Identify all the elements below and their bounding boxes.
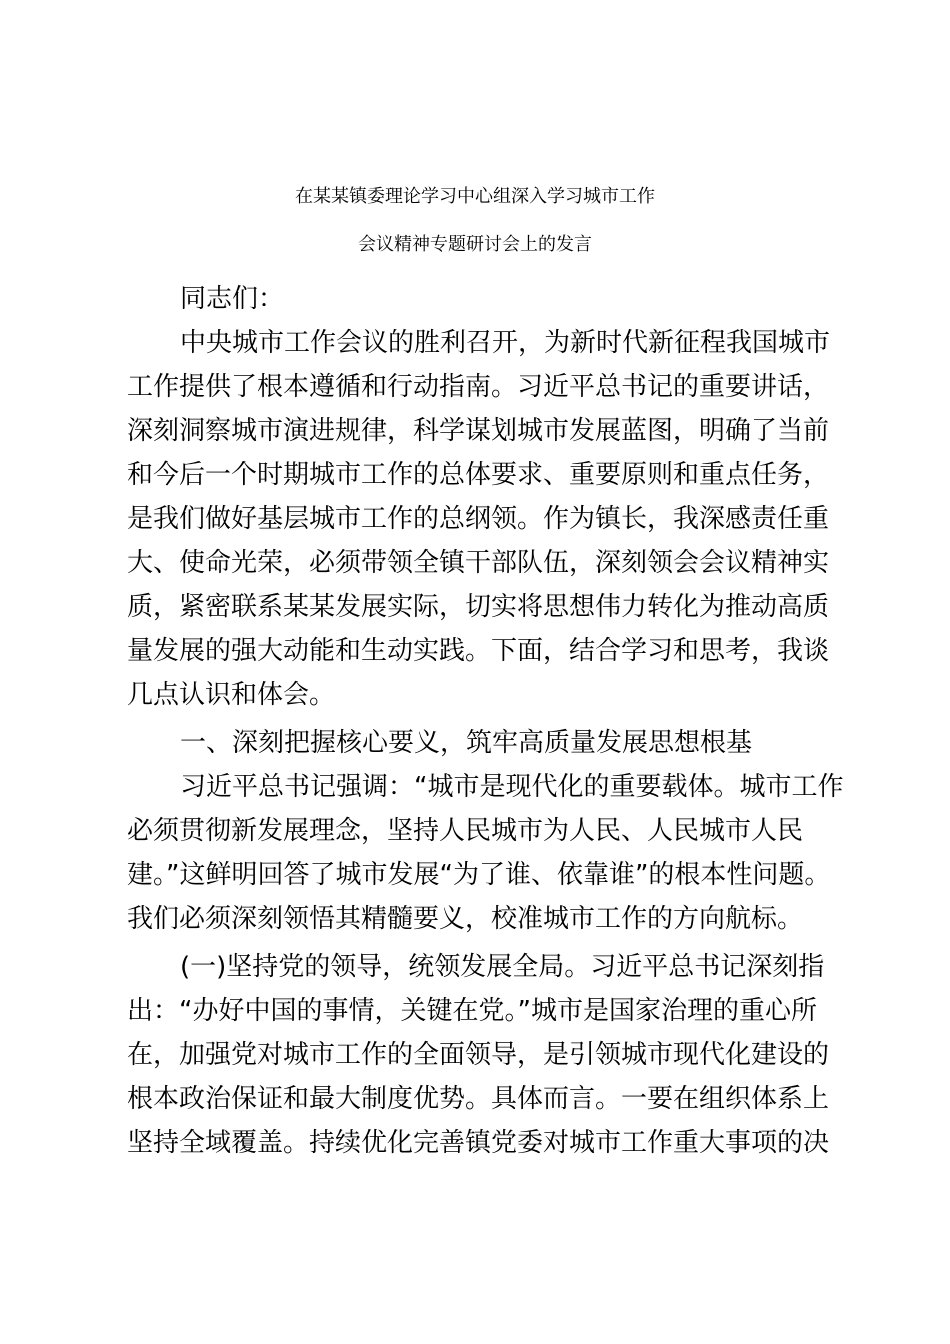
document-title-line-1: 在某某镇委理论学习中心组深入学习城市工作 bbox=[295, 186, 655, 207]
paragraph-line: 大、使命光荣，必须带领全镇干部队伍，深刻领会会议精神实 bbox=[127, 548, 830, 578]
paragraph-line: (一)坚持党的领导，统领发展全局。习近平总书记深刻指 bbox=[180, 952, 825, 982]
paragraph-line: 深刻洞察城市演进规律，科学谋划城市发展蓝图，明确了当前 bbox=[127, 416, 830, 446]
paragraph-line: 是我们做好基层城市工作的总纲领。作为镇长，我深感责任重 bbox=[127, 504, 830, 534]
paragraph-line: 中央城市工作会议的胜利召开，为新时代新征程我国城市 bbox=[180, 328, 831, 358]
paragraph-line: 质，紧密联系某某发展实际，切实将思想伟力转化为推动高质 bbox=[127, 592, 830, 622]
paragraph-line: 习近平总书记强调：“城市是现代化的重要载体。城市工作 bbox=[180, 772, 844, 802]
paragraph-line: 坚持全域覆盖。持续优化完善镇党委对城市工作重大事项的决 bbox=[127, 1128, 830, 1158]
paragraph-line: 出：“办好中国的事情，关键在党。”城市是国家治理的重心所 bbox=[127, 996, 817, 1026]
paragraph-line: 我们必须深刻领悟其精髓要义，校准城市工作的方向航标。 bbox=[127, 904, 804, 934]
document-title-line-2: 会议精神专题研讨会上的发言 bbox=[358, 234, 592, 255]
section-heading: 一、深刻把握核心要义，筑牢高质量发展思想根基 bbox=[180, 728, 753, 758]
paragraph-line: 几点认识和体会。 bbox=[127, 680, 336, 710]
paragraph-line: 必须贯彻新发展理念，坚持人民城市为人民、人民城市人民 bbox=[127, 816, 804, 846]
paragraph-line: 根本政治保证和最大制度优势。具体而言。一要在组织体系上 bbox=[127, 1084, 830, 1114]
paragraph-line: 在，加强党对城市工作的全面领导，是引领城市现代化建设的 bbox=[127, 1040, 830, 1070]
paragraph-line: 工作提供了根本遵循和行动指南。习近平总书记的重要讲话， bbox=[127, 372, 830, 402]
paragraph-line: 和今后一个时期城市工作的总体要求、重要原则和重点任务， bbox=[127, 460, 830, 490]
paragraph-line: 建。”这鲜明回答了城市发展“为了谁、依靠谁”的根本性问题。 bbox=[127, 860, 831, 890]
paragraph-line: 量发展的强大动能和生动实践。下面，结合学习和思考，我谈 bbox=[127, 636, 830, 666]
salutation: 同志们： bbox=[180, 284, 285, 314]
